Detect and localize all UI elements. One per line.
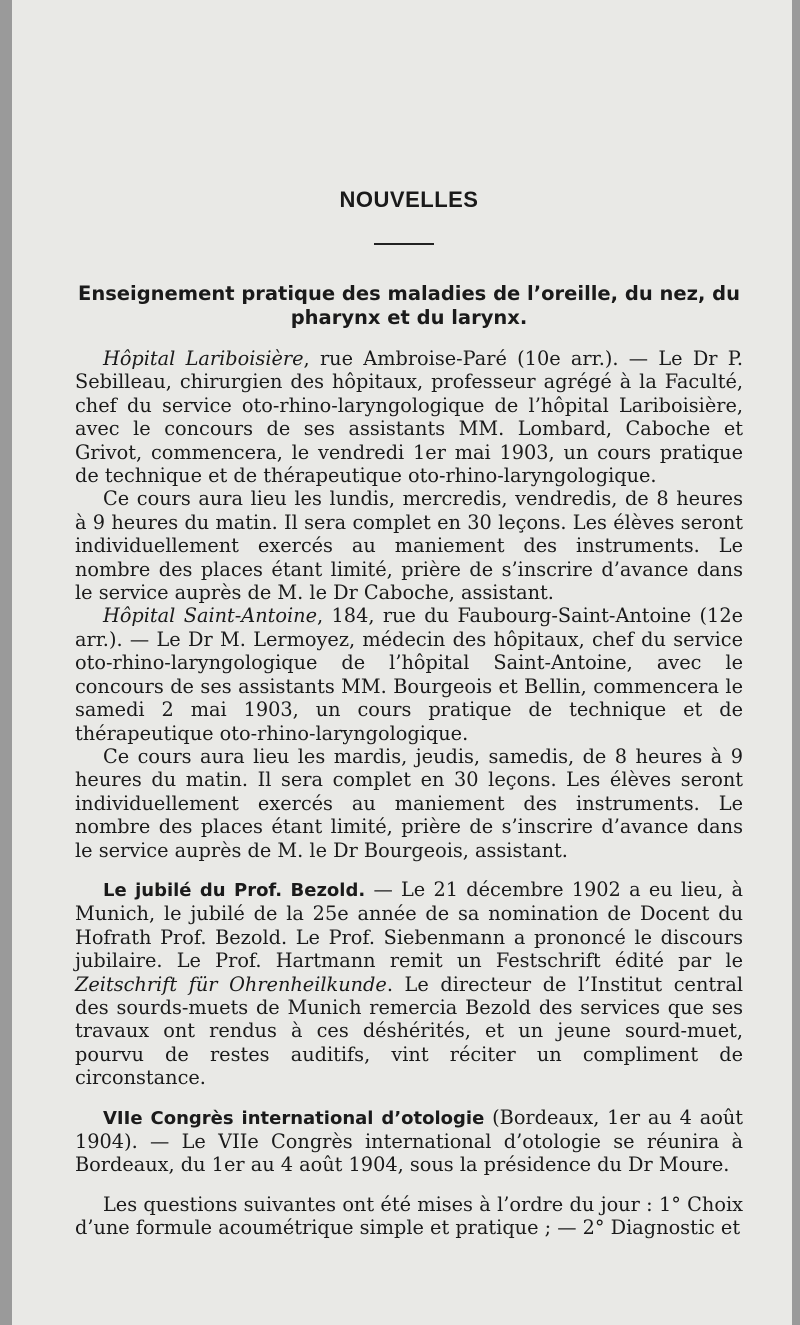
paragraph-lariboisiere: [75, 347, 743, 487]
paragraph-text: , 184, rue du Faubourg-Saint-Antoine (12e arr.). — Le Dr M. Lermoyez, médecin des hôpitaux, chef du service oto-rhino-laryngologique de l’hôpital Saint-Antoine, avec le concours de ses assistants MM. Bourgeois et Bellin, commencera le samedi 2 mai 1903, un cours pratique de technique et de thérapeutique oto-rhino-laryngologique.: [75, 604, 744, 745]
paragraph-schedule-2: Ce cours aura lieu les mardis, jeudis, samedis, de 8 heures à 9 heures du matin. Il sera complet en 30 leçons. Les élèves seront individuellement exercés au maniement des instruments. Le nombre des places étant limité, prière de s’inscrire d’avance dans le service auprès de M. le Dr Bourgeois, assistant.: [75, 744, 743, 862]
paragraph-saint-antoine: [75, 604, 743, 744]
paragraph-questions: Les questions suivantes ont été mises à l’ordre du jour : 1° Choix d’une formule acoumétrique simple et pratique ; — 2° Diagnostic et: [75, 1192, 743, 1240]
place-name: Hôpital Saint-Antoine: [103, 604, 317, 628]
section-title: NOUVELLES: [339, 187, 479, 212]
document-page: [12, 0, 792, 1325]
article-body: [75, 347, 743, 1240]
place-name: Hôpital Lariboisière: [103, 347, 304, 370]
article-heading: Enseignement pratique des maladies de l’oreille, du nez, du pharynx et du larynx.: [78, 282, 740, 329]
paragraph-lead: VIIe Congrès international d’otologie: [103, 1107, 485, 1129]
journal-title: Zeitschrift für Ohrenheilkunde: [75, 972, 387, 996]
paragraph-text: . Le directeur de l’Institut central des sourds-muets de Munich remercia Bezold des services que ses travaux ont rendus à ces déshérités, et un jeune sourd-muet, pourvu de restes auditifs, vint réciter un compliment de circonstance.: [75, 972, 744, 1090]
paragraph-text: (Bordeaux, 1er au 4 août 1904). — Le VIIe Congrès international d’otologie se réunira à Bordeaux, du 1er au 4 août 1904, sous la présidence du Dr Moure.: [75, 1105, 743, 1177]
paragraph-bezold: [75, 878, 743, 1090]
paragraph-text: , rue Ambroise-Paré (10e arr.). — Le Dr P. Sebilleau, chirurgien des hôpitaux, professeur agrégé à la Faculté, chef du service oto-rhino-laryngologique de l’hôpital Lariboisière, avec le concours de ses assistants MM. Lombard, Caboche et Grivot, commencera, le vendredi 1er mai 1903, un cours pratique de technique et de thérapeutique oto-rhino-laryngologique.: [75, 347, 743, 488]
title-rule: [374, 243, 434, 245]
paragraph-text: — Le 21 décembre 1902 a eu lieu, à Munich, le jubilé de la 25e année de sa nomination de Docent du Hofrath Prof. Bezold. Le Prof. Siebenmann a prononcé le discours jubilaire. Le Prof. Hartmann remit un Festschrift édité par le: [75, 877, 743, 973]
paragraph-schedule-1: Ce cours aura lieu les lundis, mercredis, vendredis, de 8 heures à 9 heures du matin. Il sera complet en 30 leçons. Les élèves seront individuellement exercés au maniement des instruments. Le nombre des places étant limité, prière de s’inscrire d’avance dans le service auprès de M. le Dr Caboche, assistant.: [75, 487, 743, 605]
paragraph-congres: [75, 1106, 743, 1177]
paragraph-lead: Le jubilé du Prof. Bezold.: [103, 879, 366, 901]
